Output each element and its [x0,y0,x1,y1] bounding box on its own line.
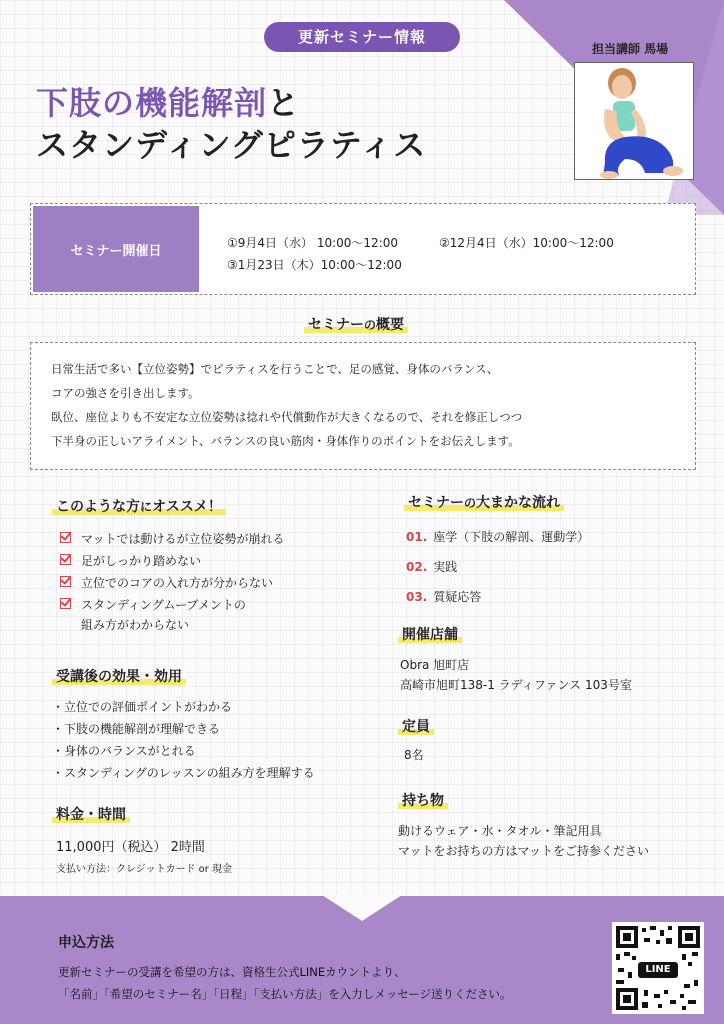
overview-title-b: の [364,318,377,332]
page-title-line2: スタンディングピラティス [36,126,427,164]
effects-title [52,666,186,686]
effects-title-text: 受講後の効果・効用 [52,669,186,685]
flow-title [404,492,564,512]
belongings-line1: 動けるウェア・水・タオル・筆記用具 [398,824,602,838]
checkbox-icon [60,576,71,587]
recommend-item-text: 立位でのコアの入れ方が分からない [81,576,274,590]
flow-number: 02. [406,560,428,574]
seminar-date-2: ②12月4日（水）10:00～12:00 [439,236,614,250]
flow-item [406,558,457,575]
title-connector: と [267,84,301,122]
flow-number: 03. [406,590,428,604]
flow-number: 01. [406,530,428,544]
recommend-item [60,552,201,569]
seminar-date-3: ③1月23日（木）10:00～12:00 [227,258,402,272]
overview-title [304,314,408,334]
flow-text: 実践 [433,560,458,574]
overview-title-c: 概要 [376,317,405,333]
recommend-item-text: スタンディングムーブメントの [81,598,246,612]
update-seminar-tag: 更新セミナー情報 [264,22,460,52]
seminar-date-box [30,203,696,295]
fee-title-text: 料金・時間 [52,807,130,823]
recommend-title-c: オススメ！ [152,499,222,515]
venue-title [398,624,462,644]
flow-item [406,528,589,545]
title-purple-text: 下肢の機能解剖 [36,84,268,122]
recommend-title-a: このような方 [56,499,140,515]
recommend-title-b: に [140,500,153,514]
flow-title-b: の [464,496,477,510]
capacity-title-text: 定員 [398,719,434,735]
flow-title-c: 大まかな流れ [476,495,561,511]
capacity-title [398,716,434,736]
flow-text: 座学（下肢の解剖、運動学） [433,530,590,544]
recommend-item [60,596,246,613]
venue-address: 高崎市旭町138-1 ラディファンス 103号室 [400,678,632,692]
overview-line: 日常生活で多い【立位姿勢】でピラティスを行うことで、足の感覚、身体のバランス、 [51,362,499,376]
recommend-item-text: マットでは動けるが立位姿勢が崩れる [81,532,285,546]
fee-price: 11,000円（税込） 2時間 [56,840,205,855]
belongings-line2: マットをお持ちの方はマットをご持参ください [398,844,650,858]
venue-title-text: 開催店舗 [398,627,462,643]
instructor-photo [574,62,694,180]
page-title-line1 [36,78,300,124]
apply-title: 申込方法 [58,935,114,951]
recommend-item [60,530,285,547]
overview-line: 臥位、座位よりも不安定な立位姿勢は捻れや代償動作が大きくなるので、それを修正しつつ [51,410,523,424]
effect-item: ・スタンディングのレッスンの組み方を理解する [52,766,315,780]
effect-item: ・下肢の機能解剖が理解できる [52,722,221,736]
checkbox-icon [60,554,71,565]
flow-item [406,588,481,605]
fee-payment: 支払い方法：クレジットカード or 現金 [56,864,233,875]
overview-box [30,342,696,470]
belongings-title [398,790,448,810]
overview-title-a: セミナー [308,317,364,333]
recommend-item-text: 足がしっかり踏めない [81,554,202,568]
overview-line: 下半身の正しいアライメント、バランスの良い筋肉・身体作りのポイントをお伝えします。 [51,434,520,448]
line-qr-code[interactable] [612,922,704,1014]
apply-line1: 更新セミナーの受講を希望の方は、資格生公式LINEカウントより、 [58,965,406,979]
recommend-item [60,574,273,591]
seminar-date-1: ①9月4日（水） 10:00～12:00 [227,236,399,250]
instructor-label: 担当講師 馬場 [592,42,669,56]
overview-line: コアの強さを引き出します。 [51,386,200,400]
fee-title [52,804,130,824]
line-qr-label: LINE [638,962,678,978]
belongings-title-text: 持ち物 [398,793,448,809]
flow-text: 質疑応答 [433,590,482,604]
recommend-title [52,496,226,516]
seminar-date-label: セミナー開催日 [33,206,199,292]
instructor-figure-icon [575,63,694,180]
apply-line2: 「名前」「希望のセミナー名」「日程」「支払い方法」を入力しメッセージ送りください。 [58,987,512,1001]
flow-title-a: セミナー [408,495,464,511]
checkbox-icon [60,532,71,543]
capacity-value: 8名 [404,748,424,762]
effect-item: ・立位での評価ポイントがわかる [52,700,233,714]
effect-item: ・身体のバランスがとれる [52,744,196,758]
venue-name: Obra 旭町店 [400,658,470,672]
checkbox-icon [60,598,71,609]
recommend-item-continued: 組み方がわからない [81,618,190,632]
